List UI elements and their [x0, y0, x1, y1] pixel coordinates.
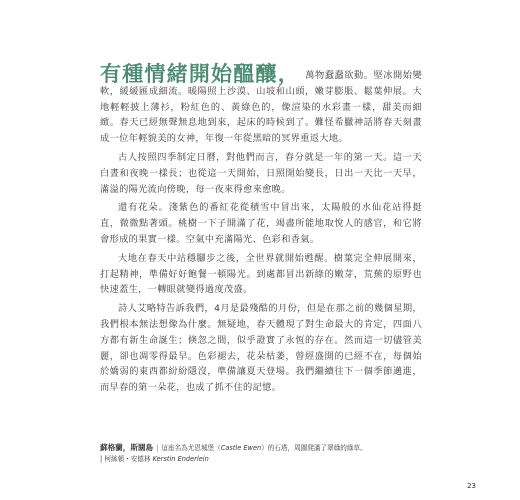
caption-author-english: Kerstin Enderlein	[152, 455, 209, 463]
paragraph-5: 詩人艾略特告訴我們，4月是最殘酷的月份，但是在那之前的幾個星期，我們根本無法想像為什麼。無疑地，春天體現了對生命最大的肯定，四面八方都有新生命誕生；倏忽之間，似乎證實了永恆的存在。然而這一切儘管美麗，卻也凋零得最早。色彩褪去，花朵枯萎，曾經盛開的已經不在，每個始於嬌弱的東西都紛紛隱沒，準備讓夏天登場。我們繼續往下一個季節邁進，而早春的第一朵花，也成了抓不住的記憶。	[100, 303, 422, 394]
paragraph-4: 大地在春天中站穩腳步之後，全世界就開始甦醒。樹葉完全伸展開來，打起精神，準備好好飽餐一頓陽光。到處都冒出新綠的嫩芽，荒蕪的原野也快速蓋生，一轉眼就變得過度茂盛。	[100, 252, 422, 296]
paragraph-2: 古人按照四季制定日曆，對他們而言，春分就是一年的第一天。這一天白晝和夜晚一樣長；也從這一天開始，日照開始變長，日出一天比一天早，滿溢的陽光流向傍晚，每一夜來得愈來愈晚。	[100, 151, 422, 195]
caption-credit	[100, 454, 440, 465]
caption-title: 蘇格蘭，斯闊島	[100, 443, 154, 452]
caption-separator: |	[156, 444, 159, 452]
section-heading: 有種情緒開始醞釀	[100, 61, 278, 86]
heading-comma: ，	[277, 61, 300, 86]
page-number: 23	[467, 482, 476, 490]
article-body	[100, 61, 423, 396]
paragraph-3: 還有花朵。淺紫色的番紅花從積雪中冒出來，太陽般的水仙花站得挺直，微微點著頭。桃樹一下子開滿了花，竭盡所能地取悅人的感官，和它將會形成的果實一樣。空氣中充滿陽光、色彩和香氣。	[100, 202, 422, 245]
first-paragraph	[100, 61, 423, 147]
caption-text-after: ）的石塔，周圍爬滿了翠綠的綠草。	[261, 444, 367, 452]
caption-text-before: 這座名為尤恩城堡（	[161, 444, 221, 452]
caption-text-english: Castle Ewen	[220, 444, 262, 452]
caption-author-prefix: | 柯絲頓・安德林	[100, 455, 151, 463]
photo-caption	[100, 442, 440, 465]
paragraph-1-text: 萬物蠢蠢欲動。堅冰開始變軟，緩緩匯成細流。暖陽照上沙漠、山坡和山頭，嫩芽膨脹、鬆葉伸展。大地輕輕披上薄衫，粉紅色的、黃綠色的，像渲染的水彩畫一樣，甜美而細緻。春天已經無聲無息地到來，起床的時候到了。難怪希臘神話將春天刻畫成一位年輕貌美的女神，年復一年從黑暗的冥界重返大地。	[100, 70, 423, 145]
